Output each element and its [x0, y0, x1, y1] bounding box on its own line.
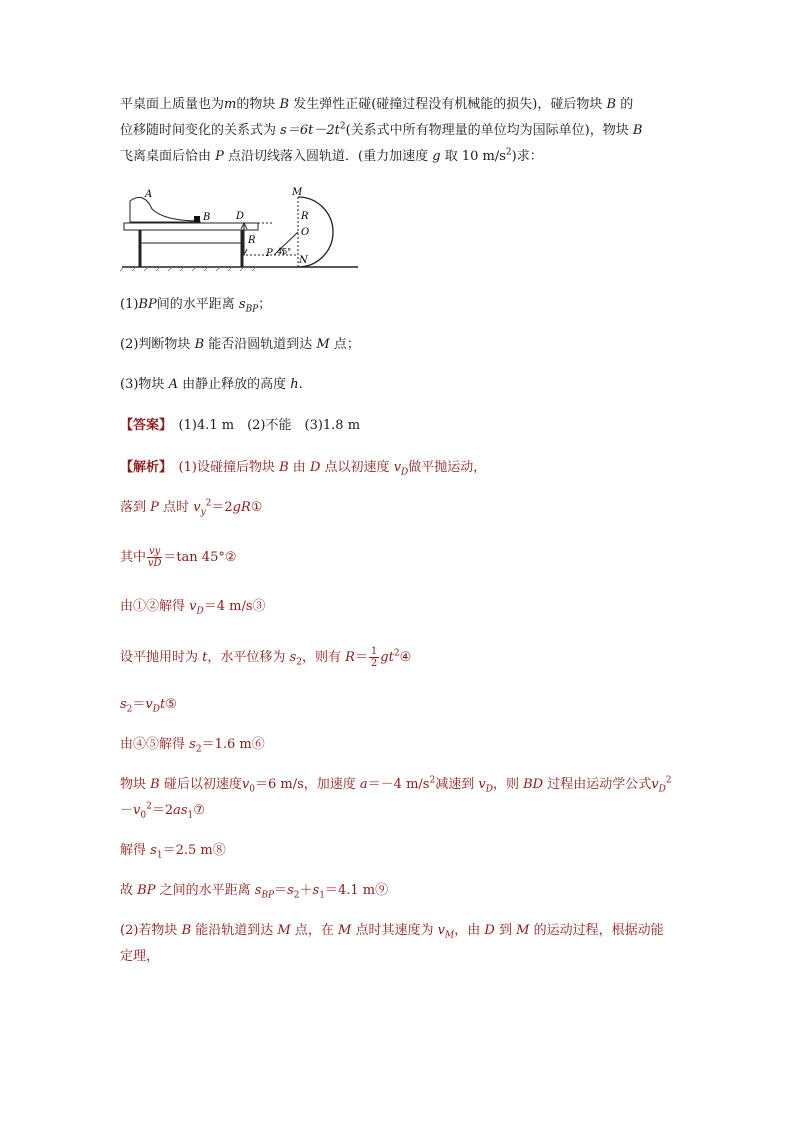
- problem-line-3: 飞离桌面后恰由 P 点沿切线落入圆轨道．(重力加速度 g 取 10 $m/s^2$)求：: [120, 147, 543, 164]
- ramp-curve: [130, 197, 200, 222]
- question-2: (2)判断物块 B 能否沿圆轨道到达 M 点；: [120, 337, 360, 352]
- label-m: M: [292, 187, 303, 198]
- analysis-tag: 【解析】: [120, 460, 166, 475]
- analysis-line-5: 设平抛用时为 t，水平位移为 $s_2$，则有 R＝ $\frac{1}{2}$ $gt^2④$: [120, 646, 412, 669]
- question-3: (3)物块 A 由静止释放的高度 h.: [120, 377, 303, 392]
- answer-tag: 【答案】: [120, 418, 166, 433]
- fraction-vy-vd: $\frac{vy}{vD}$: [147, 546, 162, 569]
- block-b: [194, 216, 200, 222]
- problem-line-1: 平桌面上质量也为m的物块 B 发生弹性正碰(碰撞过程没有机械能的损失)，碰后物块 B 的: [120, 97, 634, 112]
- analysis-line-6: $s_2=v_Dt⑤$: [120, 697, 177, 715]
- analysis-line-10: 解得 $s_1=2.5$ m⑧: [120, 843, 226, 861]
- label-r-height: R: [248, 235, 256, 246]
- analysis-line-13: 定理，: [120, 949, 160, 964]
- label-n: N: [299, 255, 308, 266]
- answer-line: [120, 417, 360, 435]
- problem-line-2: 位移随时间变化的关系式为 $s=6t-2t^2$(关系式中所有物理量的单位均为国际单位)，物块 B: [120, 121, 643, 138]
- physics-diagram: [118, 185, 378, 275]
- analysis-line-2: 落到 P 点时 $v_y^2=2gR①$: [120, 498, 263, 518]
- answer-text: (1)4.1 m (2)不能 (3)1.8 m: [178, 418, 361, 433]
- analysis-line-1: 【解析】 (1)设碰撞后物块 B 由 D 点以初速度 $v_D$做平抛运动，: [120, 460, 487, 478]
- label-b: B: [203, 212, 211, 223]
- analysis-line-4: 由①②解得 $v_D=4$ m/s③: [120, 599, 266, 617]
- table-top: [124, 223, 258, 230]
- label-o: O: [301, 227, 310, 238]
- label-a: A: [145, 189, 153, 200]
- analysis-line-12: (2)若物块 B 能沿轨道到达 M 点，在 M 点时其速度为 $v_M$，由 D 到 M 的运动过程，根据动能: [120, 923, 664, 941]
- fraction-half: $\frac{1}{2}$: [370, 646, 378, 669]
- label-angle: 45°: [277, 247, 292, 256]
- label-p: P: [266, 248, 273, 259]
- analysis-line-9: $-v_0^2=2as_1⑦$: [120, 801, 205, 821]
- analysis-line-3: 其中 $\frac{vy}{vD}$ ＝tan 45°②: [120, 546, 237, 569]
- question-1: (1)BP间的水平距离 $s_{BP}$；: [120, 297, 272, 315]
- analysis-line-7: 由④⑤解得 $s_2=1.6$ m⑥: [120, 737, 265, 755]
- analysis-line-11: 故 BP 之间的水平距离 $s_{BP}=s_2+s_1=4.1$ m⑨: [120, 883, 389, 901]
- analysis-line-8: 物块 B 碰后以初速度$v_0=6$ m/s，加速度 a＝－4 $m/s^2$减速到 $v_D$，则 BD 过程由运动学公式$v_D^2$: [120, 775, 672, 795]
- label-d: D: [236, 211, 245, 222]
- label-r-radius: R: [301, 211, 309, 222]
